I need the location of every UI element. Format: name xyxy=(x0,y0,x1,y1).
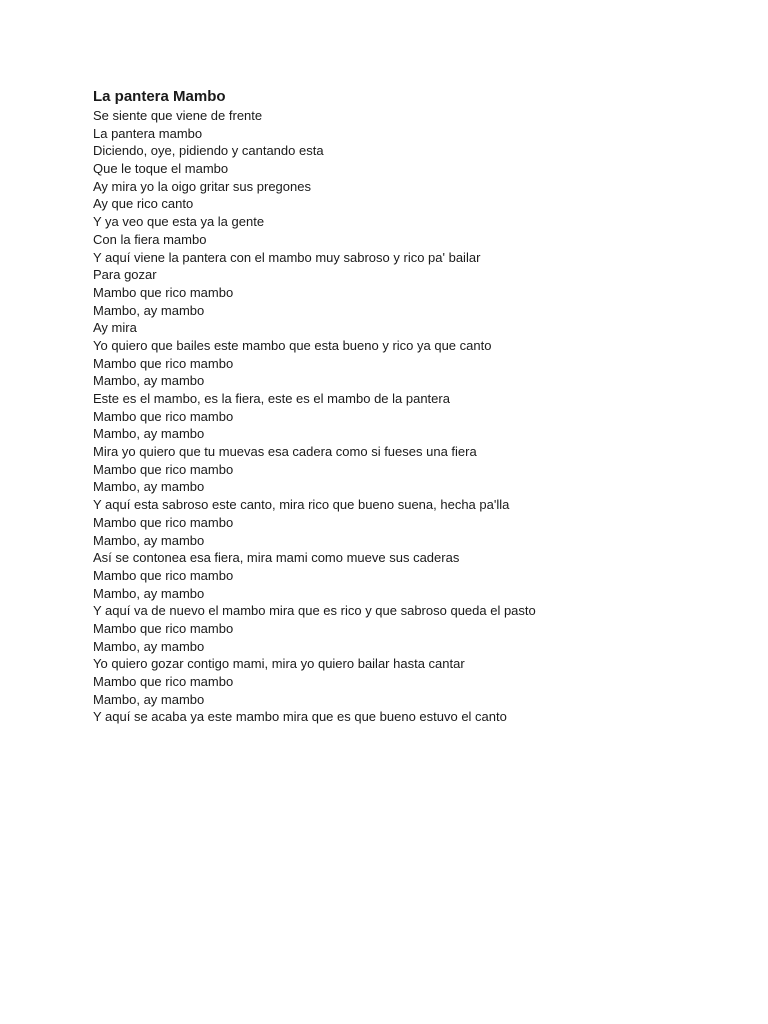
lyric-line: Yo quiero que bailes este mambo que esta bueno y rico ya que canto xyxy=(93,337,492,353)
lyric-line: Mambo que rico mambo xyxy=(93,461,234,477)
lyric-line: Mambo, ay mambo xyxy=(93,302,205,318)
lyric-line: Diciendo, oye, pidiendo y cantando esta xyxy=(93,143,324,159)
lyric-line: Mambo, ay mambo xyxy=(93,585,205,601)
lyric-line: Para gozar xyxy=(93,267,157,283)
lyric-line: Con la fiera mambo xyxy=(93,231,207,247)
lyric-line: Mambo, ay mambo xyxy=(93,638,205,654)
lyric-line: Mambo que rico mambo xyxy=(93,620,234,636)
document-title: La pantera Mambo xyxy=(93,88,226,105)
lyric-line: Se siente que viene de frente xyxy=(93,108,263,123)
lyric-line: Y aquí se acaba ya este mambo mira que es que bueno estuvo el canto xyxy=(93,709,507,725)
lyric-line: Mambo, ay mambo xyxy=(93,691,205,707)
lyric-line: Que le toque el mambo xyxy=(93,161,229,177)
lyric-line: Este es el mambo, es la fiera, este es el mambo de la pantera xyxy=(93,391,450,406)
document-body xyxy=(93,87,733,726)
lyric-line: Mambo, ay mambo xyxy=(93,479,205,495)
lyric-line: Yo quiero gozar contigo mami, mira yo quiero bailar hasta cantar xyxy=(93,656,465,672)
lyric-line: Ay mira xyxy=(93,320,137,336)
lyric-line: Mambo, ay mambo xyxy=(93,426,205,442)
lyric-line: La pantera mambo xyxy=(93,125,203,141)
lyric-line: Mira yo quiero que tu muevas esa cadera como si fueses una fiera xyxy=(93,444,477,460)
lyric-line: Y aquí esta sabroso este canto, mira rico que bueno suena, hecha pa'lla xyxy=(93,497,510,513)
lyric-line: Ay que rico canto xyxy=(93,196,194,212)
lyric-line: Mambo que rico mambo xyxy=(93,408,234,424)
lyric-line: Mambo que rico mambo xyxy=(93,284,234,300)
lyric-line: Así se contonea esa fiera, mira mami como mueve sus caderas xyxy=(93,550,460,566)
lyrics-list xyxy=(93,107,733,726)
lyric-line: Mambo que rico mambo xyxy=(93,567,234,583)
lyric-line: Mambo que rico mambo xyxy=(93,514,234,530)
lyric-line: Mambo que rico mambo xyxy=(93,674,234,689)
lyric-line: Mambo, ay mambo xyxy=(93,373,205,389)
lyric-line: Mambo, ay mambo xyxy=(93,532,205,548)
lyric-line: Y ya veo que esta ya la gente xyxy=(93,214,265,230)
lyric-line: Ay mira yo la oigo gritar sus pregones xyxy=(93,178,311,194)
lyric-line: Mambo que rico mambo xyxy=(93,355,234,371)
lyric-line: Y aquí va de nuevo el mambo mira que es rico y que sabroso queda el pasto xyxy=(93,603,536,619)
lyric-line: Y aquí viene la pantera con el mambo muy sabroso y rico pa' bailar xyxy=(93,249,481,265)
